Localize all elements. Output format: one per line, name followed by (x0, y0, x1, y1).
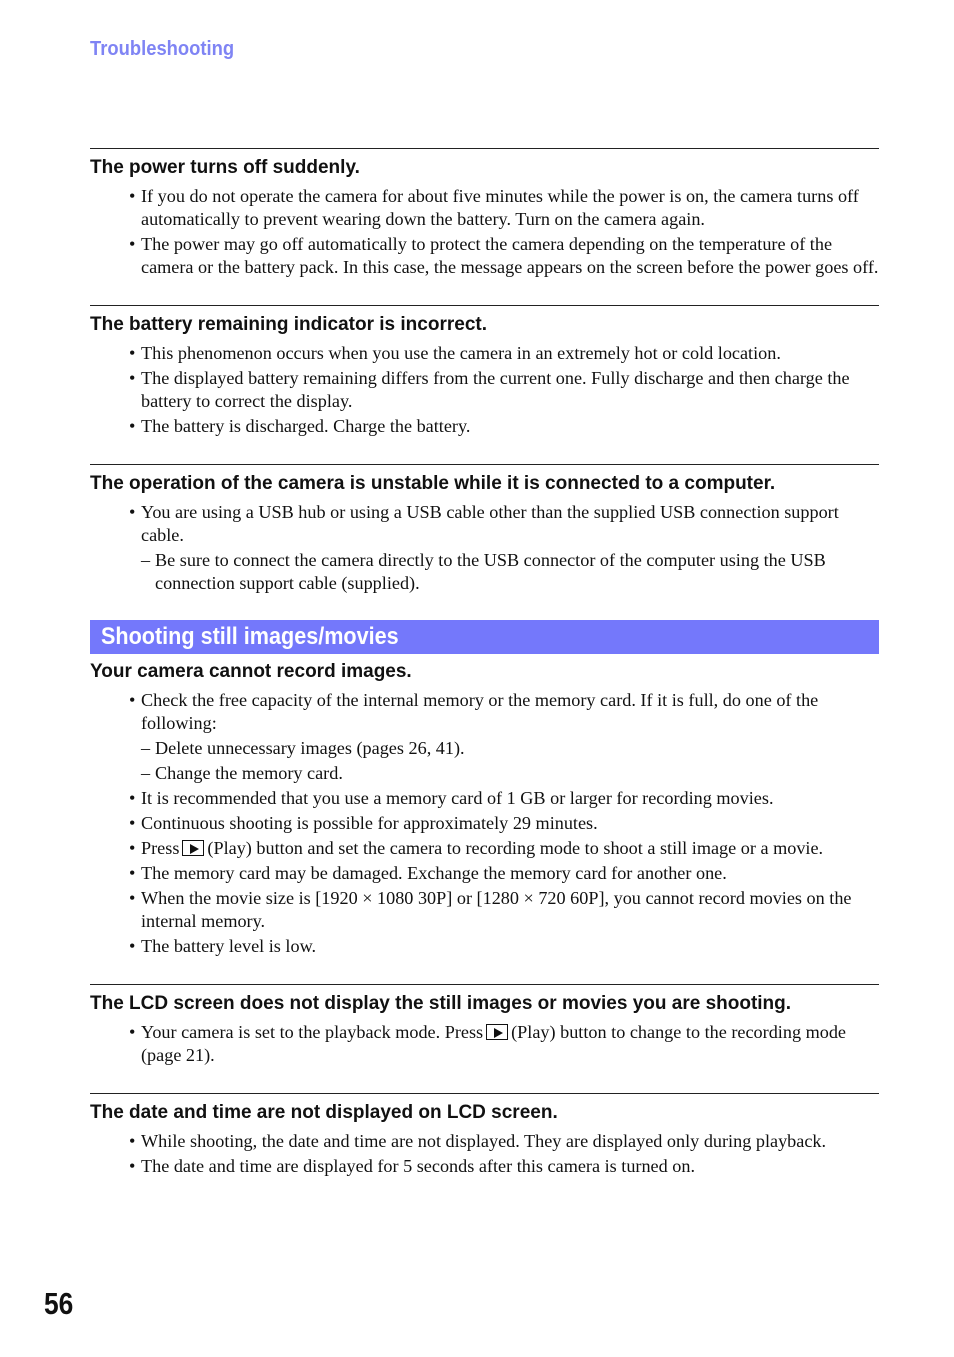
bullet-list (90, 185, 879, 279)
list-item: • The displayed battery remaining differs from the current one. Fully discharge and then charge the battery to correct the display. (90, 367, 879, 413)
section-power-off (90, 148, 879, 279)
list-item-text: (Play) button to change to the recording mode (page 21). (141, 1022, 846, 1065)
list-item: • This phenomenon occurs when you use the camera in an extremely hot or cold location. (90, 342, 879, 365)
sub-list-item: – Be sure to connect the camera directly to the USB connector of the computer using the USB connection support cable (supplied). (90, 549, 879, 595)
list-item: • The battery is discharged. Charge the battery. (90, 415, 879, 438)
list-item: • The battery level is low. (90, 935, 879, 958)
sub-list-item: – Delete unnecessary images (pages 26, 41). (90, 737, 879, 760)
list-item-text: Press (141, 838, 180, 858)
play-icon (486, 1024, 508, 1040)
play-icon (182, 840, 204, 856)
list-item: • It is recommended that you use a memory card of 1 GB or larger for recording movies. (90, 787, 879, 810)
section-heading: Your camera cannot record images. (90, 661, 412, 682)
list-item (90, 1021, 879, 1067)
bullet-list (90, 342, 879, 438)
section-battery-indicator (90, 305, 879, 438)
list-item (90, 837, 879, 860)
section-lcd-display (90, 984, 879, 1067)
section-heading: The power turns off suddenly. (90, 157, 360, 178)
list-item-text: Your camera is set to the playback mode. Press (141, 1022, 484, 1042)
section-heading: The LCD screen does not display the still images or movies you are shooting. (90, 993, 792, 1014)
section-cannot-record (90, 660, 879, 958)
list-item: • The power may go off automatically to protect the camera depending on the temperature of the camera or the battery pack. In this case, the message appears on the screen before the power goes off. (90, 233, 879, 279)
list-item: • If you do not operate the camera for about five minutes while the power is on, the camera turns off automatically to prevent wearing down the battery. Turn on the camera again. (90, 185, 879, 231)
section-computer-unstable (90, 464, 879, 595)
bullet-list (90, 1130, 879, 1178)
list-item: • Check the free capacity of the internal memory or the memory card. If it is full, do one of the following: (90, 689, 879, 735)
section-heading: The operation of the camera is unstable while it is connected to a computer. (90, 473, 776, 494)
bullet-list (90, 689, 879, 958)
list-item-text: (Play) button and set the camera to recording mode to shoot a still image or a movie. (207, 838, 824, 858)
list-item: • The memory card may be damaged. Exchange the memory card for another one. (90, 862, 879, 885)
list-item: • While shooting, the date and time are not displayed. They are displayed only during playback. (90, 1130, 879, 1153)
list-item: • When the movie size is [1920 × 1080 30P] or [1280 × 720 60P], you cannot record movies on the internal memory. (90, 887, 879, 933)
page-content (90, 148, 879, 1180)
page-number: 56 (44, 1286, 74, 1321)
bullet-list (90, 1021, 879, 1067)
category-band (90, 620, 879, 654)
sub-list-item: – Change the memory card. (90, 762, 879, 785)
list-item: • You are using a USB hub or using a USB cable other than the supplied USB connection support cable. (90, 501, 879, 547)
bullet-list (90, 501, 879, 595)
category-title: Shooting still images/movies (101, 623, 399, 650)
list-item: • Continuous shooting is possible for approximately 29 minutes. (90, 812, 879, 835)
list-item: • The date and time are displayed for 5 seconds after this camera is turned on. (90, 1155, 879, 1178)
section-heading: The date and time are not displayed on LCD screen. (90, 1102, 558, 1123)
section-date-time (90, 1093, 879, 1178)
section-heading: The battery remaining indicator is incorrect. (90, 314, 487, 335)
running-head: Troubleshooting (90, 38, 235, 60)
